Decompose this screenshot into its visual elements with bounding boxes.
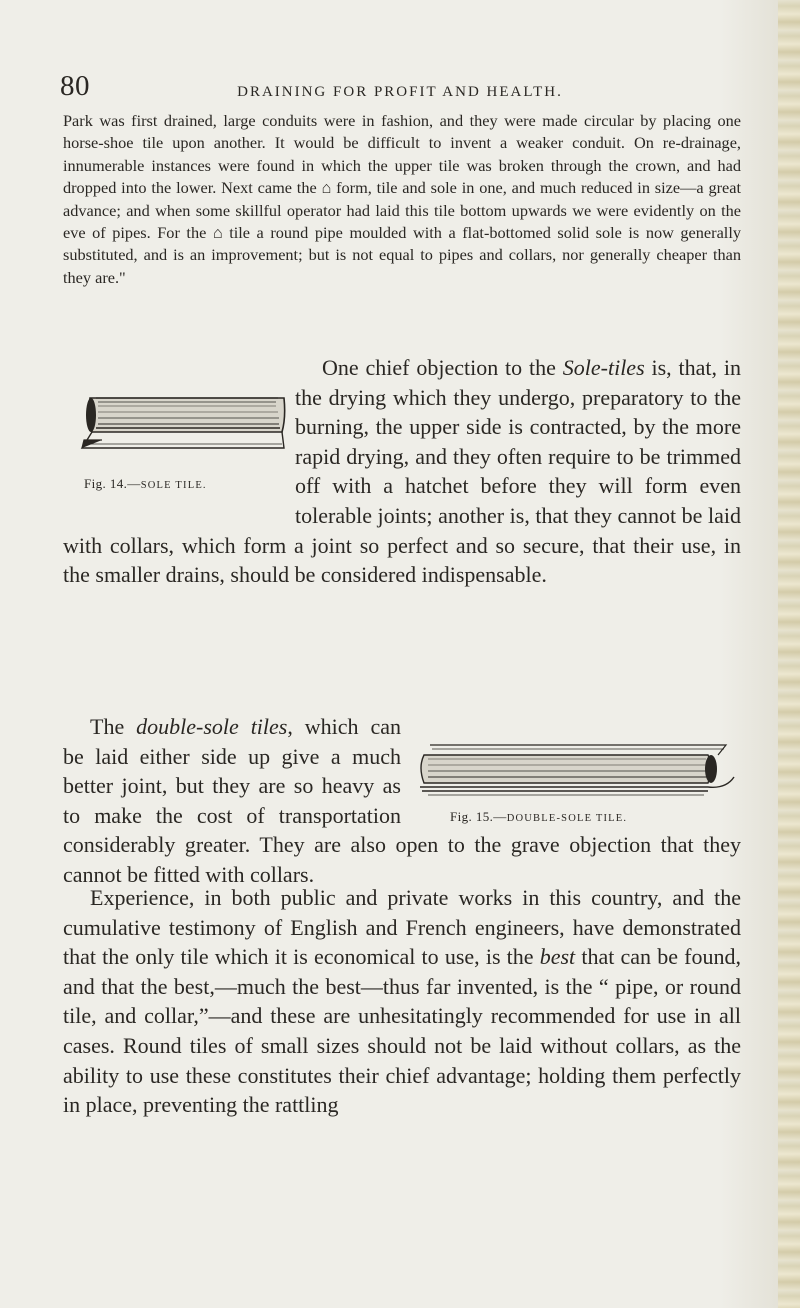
figure-15 <box>408 737 738 837</box>
figure-14-caption: Fig. 14.—SOLE TILE. <box>84 476 207 491</box>
paragraph-text: that can be found, and that the best,—much the best—thus far invented, is the “ pipe, or round tile, and collar,”—and these are unhesitatingly recommended for use in all cases. Round tiles of small sizes should not be laid without collars, as the ability to use these constitutes their chief advantage; holding them perfectly in place, preventing the rattling <box>63 944 741 1118</box>
paragraph-text: Experience, in both public and private works in this country, and the cumulative testimony of English and French engineers, have demonstrated that the only tile which it is economical to use, is the <box>63 885 741 970</box>
emphasized-term: Sole-tiles <box>562 355 645 380</box>
paragraph-text: , which can be laid either side up give a much better joint, but they are so heavy as to make the cost of transportation considerably greater. They are also open to the grave objection that they cannot be fitted with collars. <box>63 714 741 887</box>
running-title: DRAINING FOR PROFIT AND HEALTH. <box>237 84 563 100</box>
figure-14 <box>72 388 292 498</box>
emphasized-term: best <box>539 944 576 970</box>
quote-paragraph: Park was first drained, large conduits were in fashion, and they were made circular by placing one horse-shoe tile upon another. It would be difficult to invent a weaker conduit. On re-drainage, innumerable instances were found in which the upper tile was broken through the crown, and had dropped into the lower. Next came the ⌂ form, tile and sole in one, and much reduced in size—a great advance; and when some skillful operator had laid this tile bottom upwards we were evidently on the eve of pipes. For the ⌂ tile a round pipe moulded with a flat-bottomed solid sole is now generally substituted, and is an improvement; but is not equal to pipes and collars, nor generally cheaper than they are." <box>63 111 741 287</box>
page-number: 80 <box>60 70 90 102</box>
paragraph-text: One chief objection to the <box>322 355 563 380</box>
paragraph-text: The <box>90 714 137 739</box>
sole-tile-illustration <box>72 388 292 468</box>
paragraph-text: is, that, in the drying which they undergo, preparatory to the burning, the upper side is contracted, by the more rapid drying, and they often require to be trimmed off with a hatchet before they will form even tolerable joints; another is, that they cannot be laid with collars, which form a joint so perfect and so secure, that their use, in the smaller drains, should be considered indispensable. <box>63 355 741 588</box>
emphasized-term: double-sole tiles <box>136 714 288 739</box>
double-sole-tile-illustration <box>408 737 738 807</box>
page-edge-shadow <box>778 0 800 1308</box>
figure-15-caption: Fig. 15.—DOUBLE-SOLE TILE. <box>450 809 628 824</box>
paragraph-experience <box>63 883 741 1120</box>
